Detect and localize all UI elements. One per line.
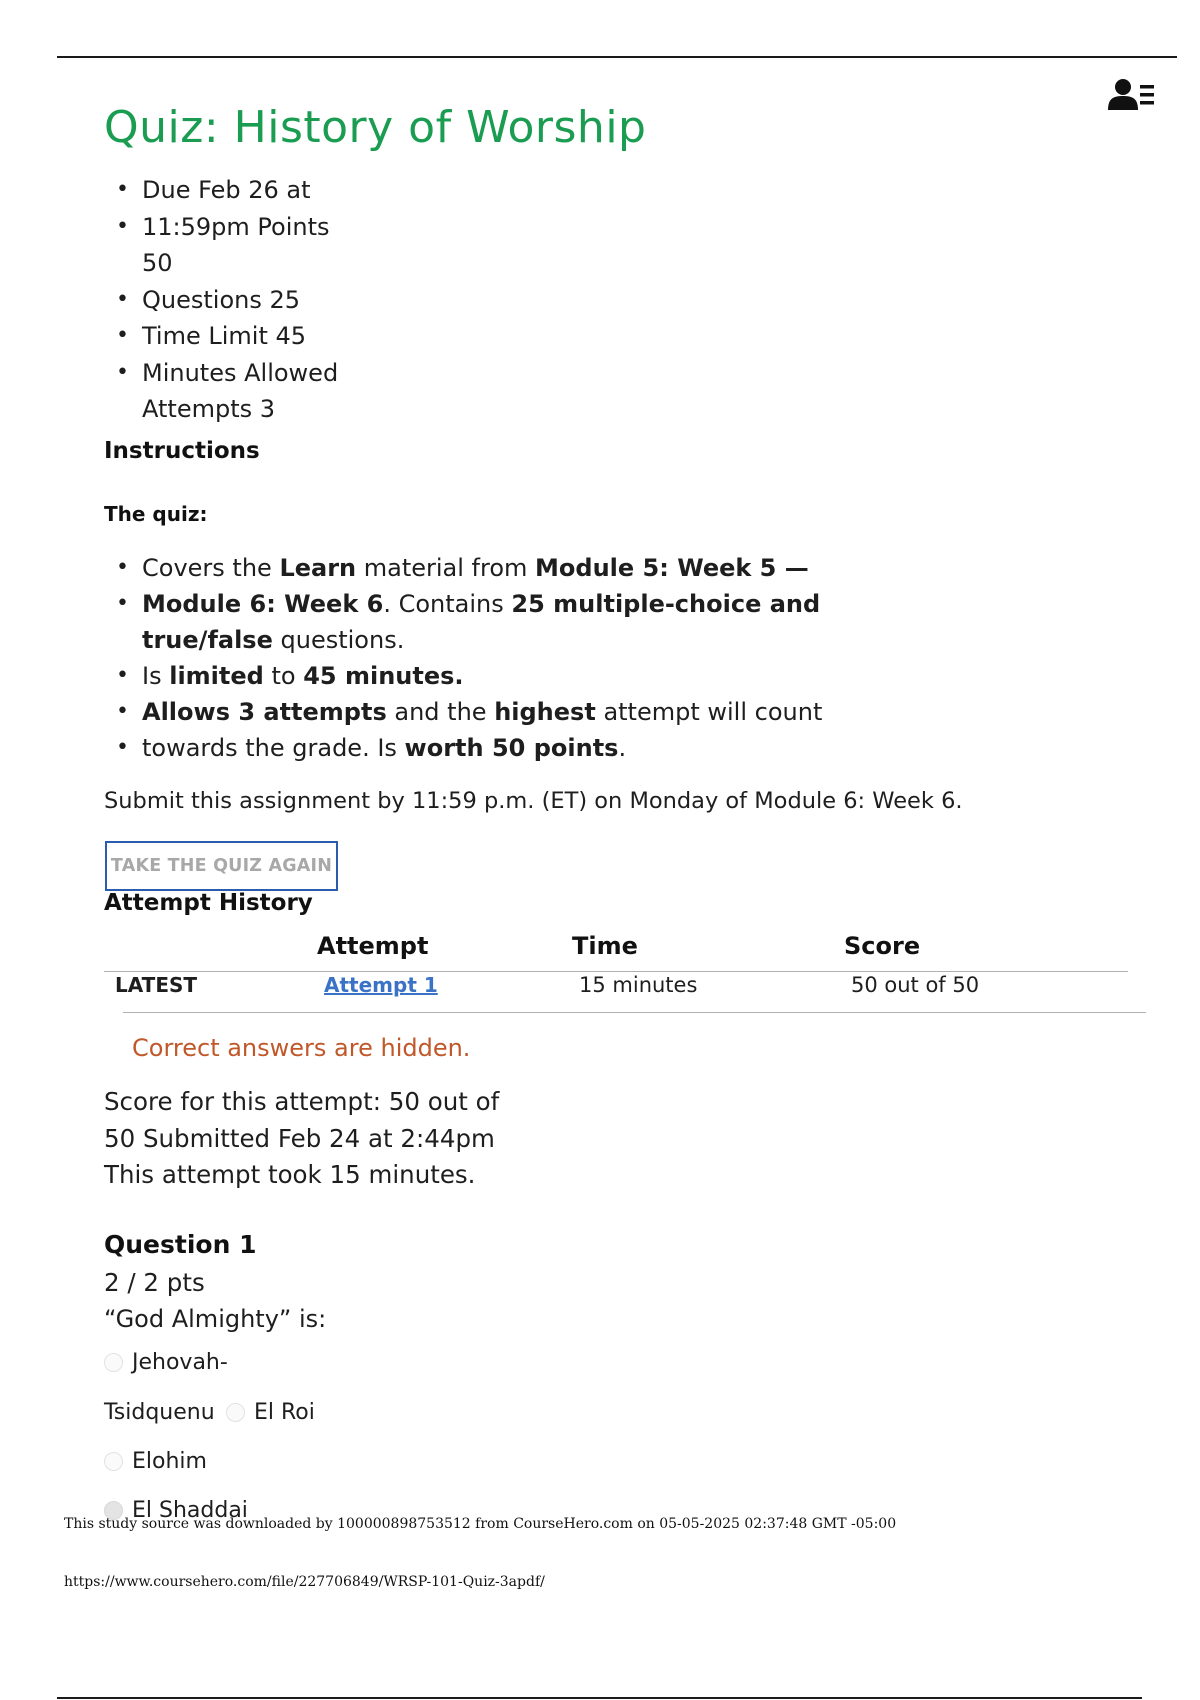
instruction-item: • Is limited to 45 minutes. <box>116 662 464 690</box>
column-header-score: Score <box>844 932 921 960</box>
instructions-heading: Instructions <box>104 438 260 464</box>
radio-button[interactable] <box>226 1403 245 1422</box>
quiz-subheading: The quiz: <box>104 502 208 526</box>
answers-hidden-notice: Correct answers are hidden. <box>132 1034 471 1062</box>
source-url: https://www.coursehero.com/file/227706849/WRSP-101-Quiz-3apdf/ <box>64 1574 545 1590</box>
radio-button[interactable] <box>104 1452 123 1471</box>
submitted-line: 50 Submitted Feb 24 at 2:44pm <box>104 1123 495 1153</box>
instruction-item: • Allows 3 attempts and the highest attempt will count <box>116 698 823 726</box>
bullet: • <box>116 286 129 312</box>
question-points: 2 / 2 pts <box>104 1268 205 1297</box>
detail-item: • 11:59pm Points 50 <box>142 209 442 282</box>
detail-item: • Due Feb 26 at <box>142 172 442 209</box>
detail-item: • Questions 25 <box>142 282 442 319</box>
bullet: • <box>116 359 129 385</box>
answer-option-a-continued: Tsidquenu <box>104 1400 215 1425</box>
row-score: 50 out of 50 <box>851 973 980 997</box>
table-row-divider <box>123 1012 1146 1013</box>
bullet: • <box>116 213 129 239</box>
attempt-history-heading: Attempt History <box>104 890 313 916</box>
download-source-note: This study source was downloaded by 100000898753512 from CourseHero.com on 05-05-2025 02:37:48 GMT -05:00 <box>64 1516 897 1532</box>
column-header-attempt: Attempt <box>317 932 429 960</box>
instruction-item: • Module 6: Week 6. Contains 25 multiple-choice and true/false questions. <box>116 590 821 654</box>
instruction-item: • towards the grade. Is worth 50 points. <box>116 734 627 762</box>
row-time: 15 minutes <box>579 973 698 997</box>
column-header-time: Time <box>572 932 638 960</box>
duration-line: This attempt took 15 minutes. <box>104 1160 476 1189</box>
answer-option-d[interactable]: El Shaddai <box>104 1498 248 1523</box>
page-title: Quiz: History of Worship <box>104 102 647 153</box>
detail-item: • Time Limit 45 <box>142 318 442 355</box>
question-title: Question 1 <box>104 1230 257 1259</box>
top-divider <box>57 56 1177 58</box>
attempt-1-link[interactable]: Attempt 1 <box>324 973 438 997</box>
answer-option-a[interactable]: Jehovah- <box>104 1350 228 1375</box>
bullet: • <box>116 177 129 202</box>
submit-deadline-note: Submit this assignment by 11:59 p.m. (ET) on Monday of Module 6: Week 6. <box>104 788 963 814</box>
question-text: “God Almighty” is: <box>104 1305 327 1333</box>
bullet: • <box>116 323 129 348</box>
student-view-icon[interactable] <box>1108 78 1156 112</box>
take-quiz-again-button[interactable]: TAKE THE QUIZ AGAIN <box>105 841 338 891</box>
radio-button[interactable] <box>104 1353 123 1372</box>
attempt-score-summary <box>104 1084 499 1194</box>
score-line: Score for this attempt: 50 out of <box>104 1087 500 1116</box>
detail-item: • Minutes Allowed Attempts 3 <box>142 355 442 428</box>
instructions-list <box>104 550 962 766</box>
instruction-item: • Covers the Learn material from Module 5: Week 5 — <box>116 554 809 582</box>
row-latest-label: LATEST <box>115 973 198 997</box>
bottom-divider <box>57 1697 1142 1699</box>
quiz-details-list <box>104 172 442 428</box>
table-header-divider <box>104 971 1128 972</box>
answer-option-c[interactable]: Elohim <box>104 1449 207 1474</box>
answer-option-b[interactable]: El Roi <box>226 1400 315 1425</box>
